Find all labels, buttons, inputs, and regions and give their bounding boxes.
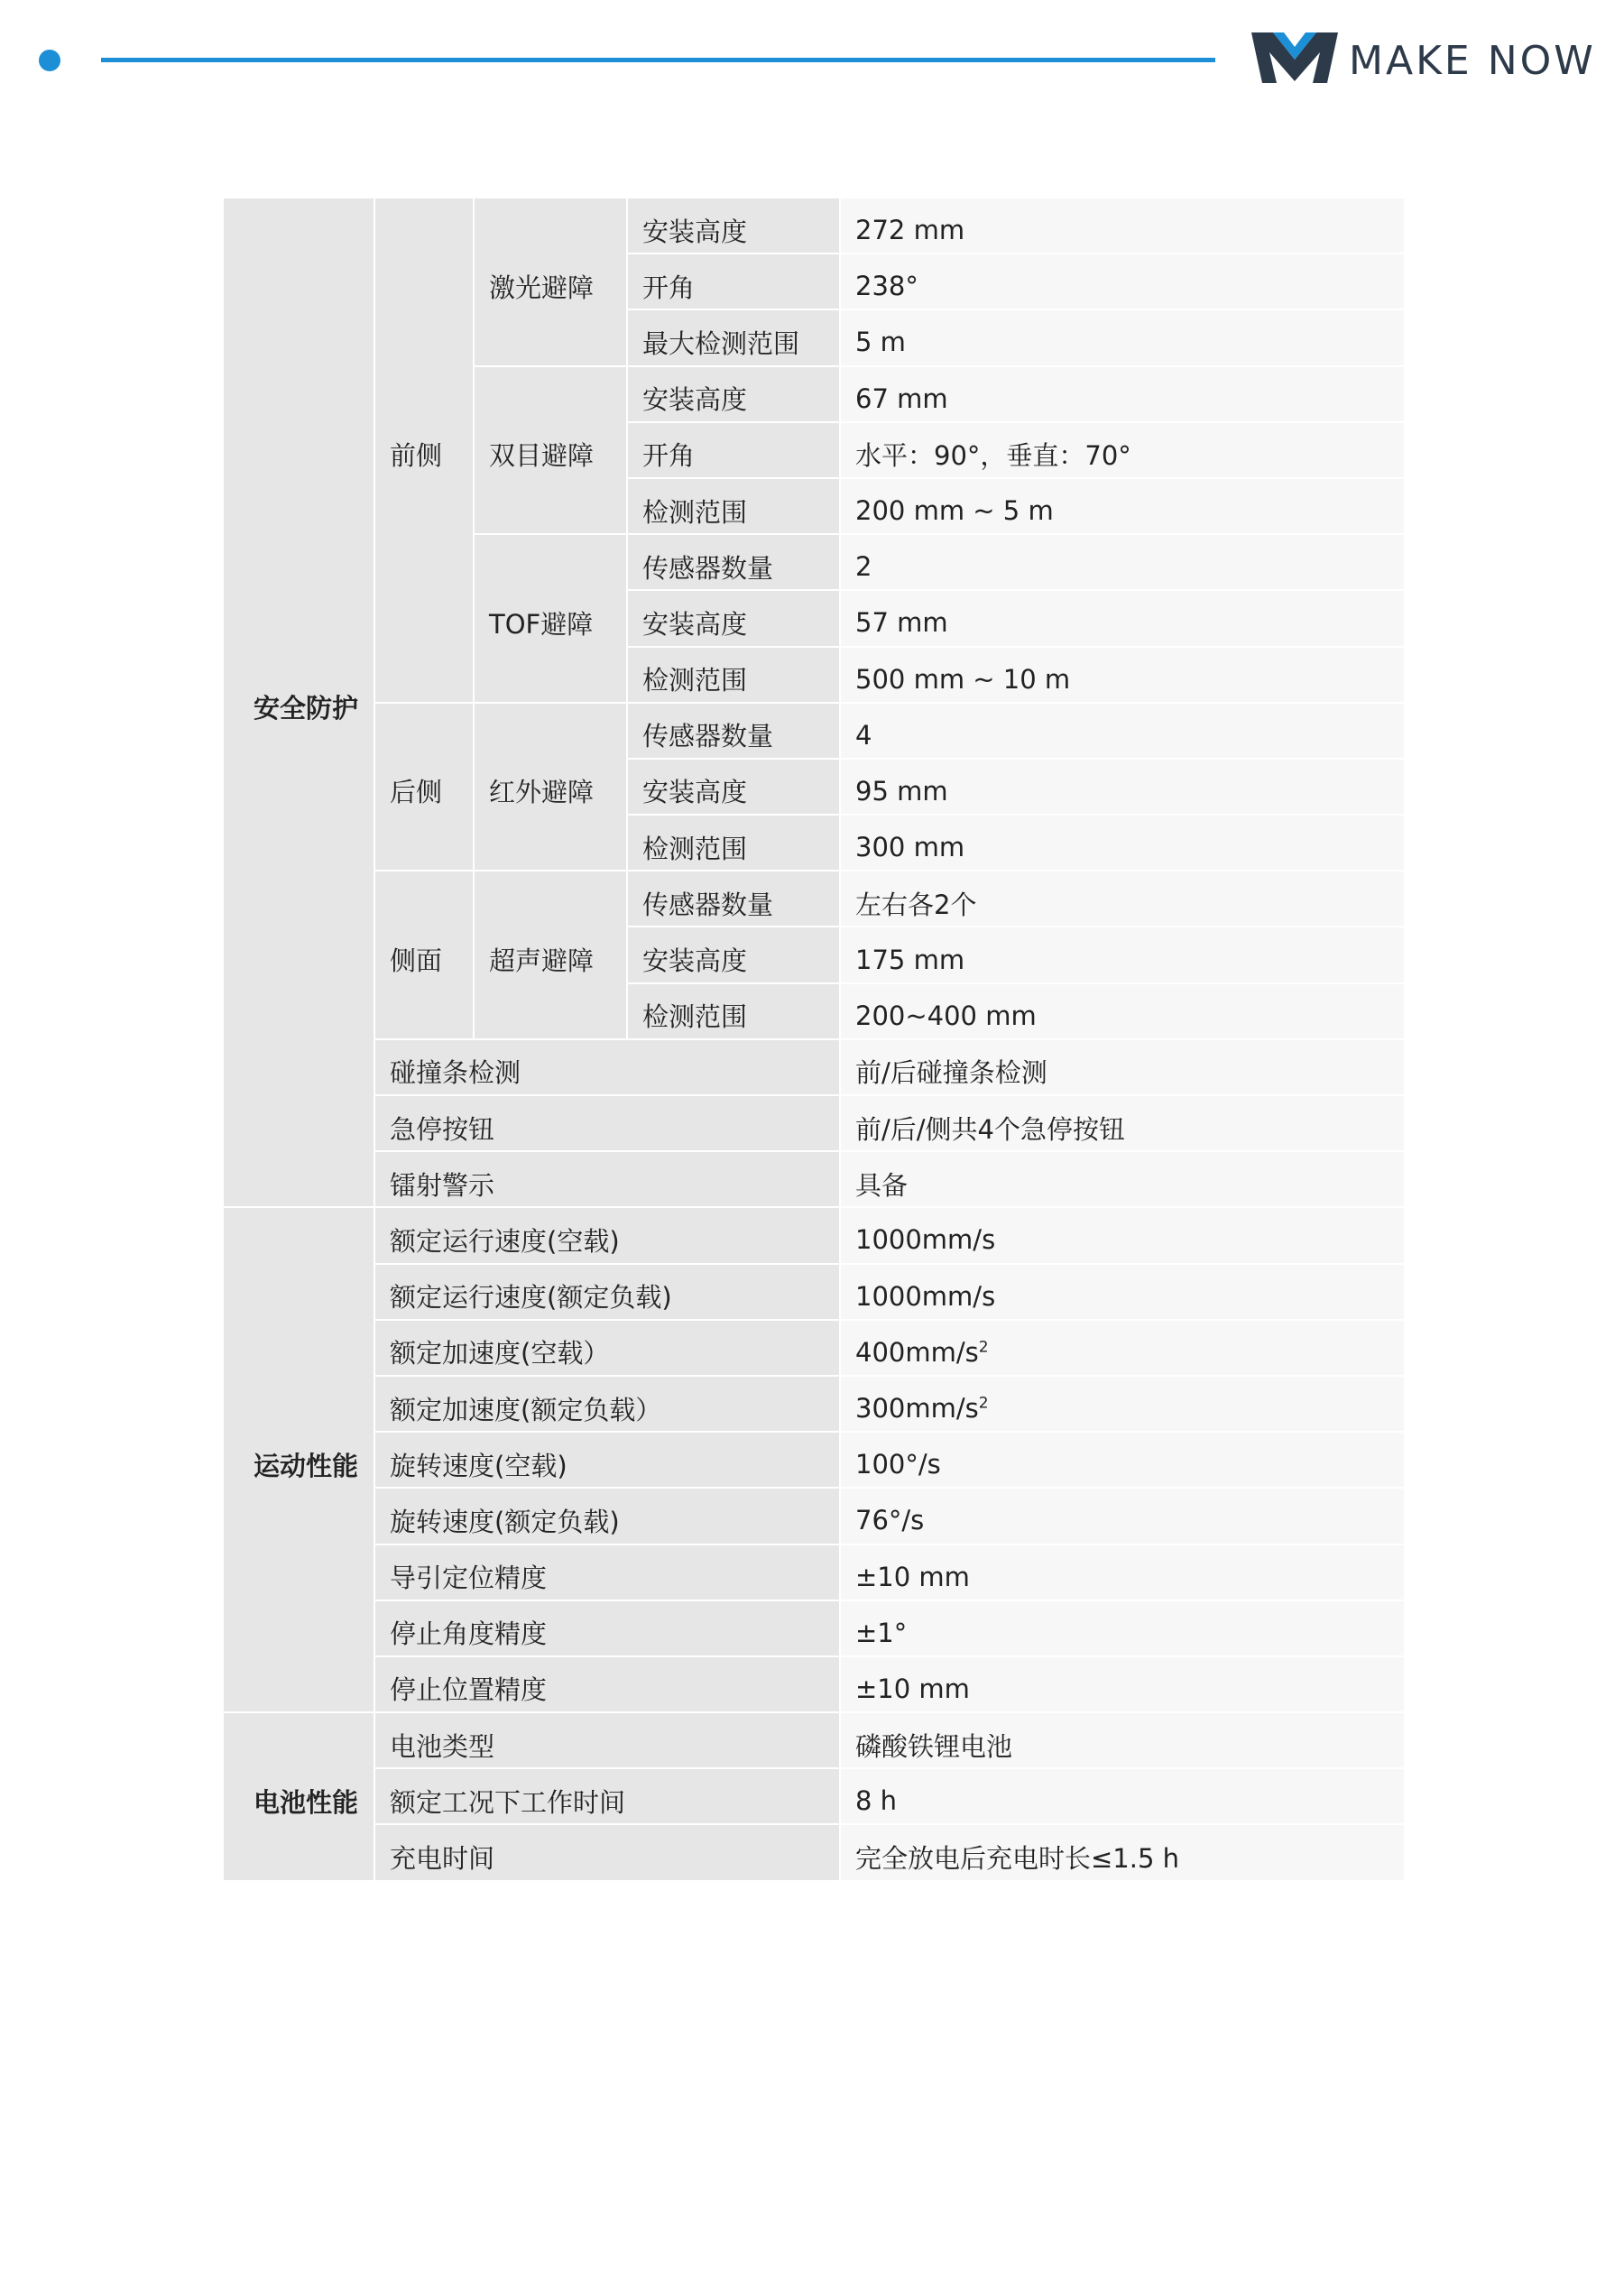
table-row [223, 198, 1405, 254]
param-value: 95 mm [840, 759, 1405, 815]
param-value: 76°/s [840, 1488, 1405, 1544]
table-row [223, 1488, 1405, 1544]
param-name: 安装高度 [627, 759, 840, 815]
table-row [223, 1656, 1405, 1712]
param-value: 5 m [840, 309, 1405, 365]
param-name: 停止角度精度 [374, 1600, 840, 1656]
table-row [223, 1264, 1405, 1320]
param-value: 水平：90°，垂直：70° [840, 422, 1405, 478]
table-row [223, 1207, 1405, 1263]
position-rear: 后侧 [374, 703, 474, 871]
param-name: 额定工况下工作时间 [374, 1768, 840, 1824]
table-row [223, 1376, 1405, 1432]
param-value: 4 [840, 703, 1405, 759]
table-row [223, 1039, 1405, 1095]
param-value: 2 [840, 534, 1405, 590]
param-name: 检测范围 [627, 815, 840, 871]
param-name: 碰撞条检测 [374, 1039, 840, 1095]
table-row [223, 1600, 1405, 1656]
param-value: 238° [840, 254, 1405, 309]
param-name: 传感器数量 [627, 871, 840, 927]
table-row [223, 1824, 1405, 1880]
param-value: ±10 mm [840, 1544, 1405, 1600]
param-name: 最大检测范围 [627, 309, 840, 365]
table-row [223, 1320, 1405, 1376]
category-safety: 安全防护 [223, 198, 374, 1207]
group-infrared: 红外避障 [474, 703, 627, 871]
table-row [223, 1432, 1405, 1488]
param-name: 检测范围 [627, 478, 840, 534]
table-row [223, 871, 1405, 927]
param-value: 200 mm ~ 5 m [840, 478, 1405, 534]
param-name: 安装高度 [627, 927, 840, 982]
header-rule [101, 58, 1215, 62]
param-value: 前/后碰撞条检测 [840, 1039, 1405, 1095]
param-value: 500 mm ~ 10 m [840, 647, 1405, 703]
param-name: 检测范围 [627, 647, 840, 703]
param-name: 传感器数量 [627, 534, 840, 590]
brand-mark-icon [1250, 25, 1340, 90]
param-name: 传感器数量 [627, 703, 840, 759]
param-name: 停止位置精度 [374, 1656, 840, 1712]
param-value: $400mm/s^2$ [840, 1320, 1405, 1376]
param-name: 导引定位精度 [374, 1544, 840, 1600]
param-name: 电池类型 [374, 1712, 840, 1768]
param-value: 200~400 mm [840, 983, 1405, 1039]
param-value: 100°/s [840, 1432, 1405, 1488]
param-name: 额定加速度(空载） [374, 1320, 840, 1376]
table-row [223, 1151, 1405, 1207]
param-value: 300 mm [840, 815, 1405, 871]
category-battery: 电池性能 [223, 1712, 374, 1881]
table-row [223, 1095, 1405, 1151]
table-row [223, 1712, 1405, 1768]
param-name: 旋转速度(额定负载) [374, 1488, 840, 1544]
param-value: 57 mm [840, 590, 1405, 646]
param-name: 旋转速度(空载) [374, 1432, 840, 1488]
group-ultrasonic: 超声避障 [474, 871, 627, 1039]
position-front: 前侧 [374, 198, 474, 703]
spec-table [222, 197, 1406, 1882]
param-name: 开角 [627, 422, 840, 478]
param-name: 检测范围 [627, 983, 840, 1039]
table-row [223, 1544, 1405, 1600]
category-motion: 运动性能 [223, 1207, 374, 1712]
param-name: 安装高度 [627, 590, 840, 646]
param-name: 安装高度 [627, 198, 840, 254]
param-name: 额定运行速度(额定负载) [374, 1264, 840, 1320]
param-name: 额定加速度(额定负载） [374, 1376, 840, 1432]
param-value: ±10 mm [840, 1656, 1405, 1712]
param-value: 1000mm/s [840, 1264, 1405, 1320]
param-name: 安装高度 [627, 366, 840, 422]
param-name: 额定运行速度(空载) [374, 1207, 840, 1263]
param-value: 272 mm [840, 198, 1405, 254]
param-value: 8 h [840, 1768, 1405, 1824]
param-name: 镭射警示 [374, 1151, 840, 1207]
header-dot [39, 50, 60, 71]
param-value: 具备 [840, 1151, 1405, 1207]
param-value: $300mm/s^2$ [840, 1376, 1405, 1432]
param-value: 前/后/侧共4个急停按钮 [840, 1095, 1405, 1151]
group-laser: 激光避障 [474, 198, 627, 366]
param-name: 开角 [627, 254, 840, 309]
param-name: 充电时间 [374, 1824, 840, 1880]
param-value: ±1° [840, 1600, 1405, 1656]
table-row [223, 1768, 1405, 1824]
param-value: 完全放电后充电时长≤1.5 h [840, 1824, 1405, 1880]
param-value: 1000mm/s [840, 1207, 1405, 1263]
group-tof: TOF避障 [474, 534, 627, 703]
group-binocular: 双目避障 [474, 366, 627, 535]
param-value: 左右各2个 [840, 871, 1405, 927]
param-value: 175 mm [840, 927, 1405, 982]
brand-logo [1250, 25, 1596, 90]
brand-name: MAKE NOW [1349, 38, 1596, 84]
param-value: 磷酸铁锂电池 [840, 1712, 1405, 1768]
param-name: 急停按钮 [374, 1095, 840, 1151]
param-value: 67 mm [840, 366, 1405, 422]
table-row [223, 703, 1405, 759]
position-side: 侧面 [374, 871, 474, 1039]
